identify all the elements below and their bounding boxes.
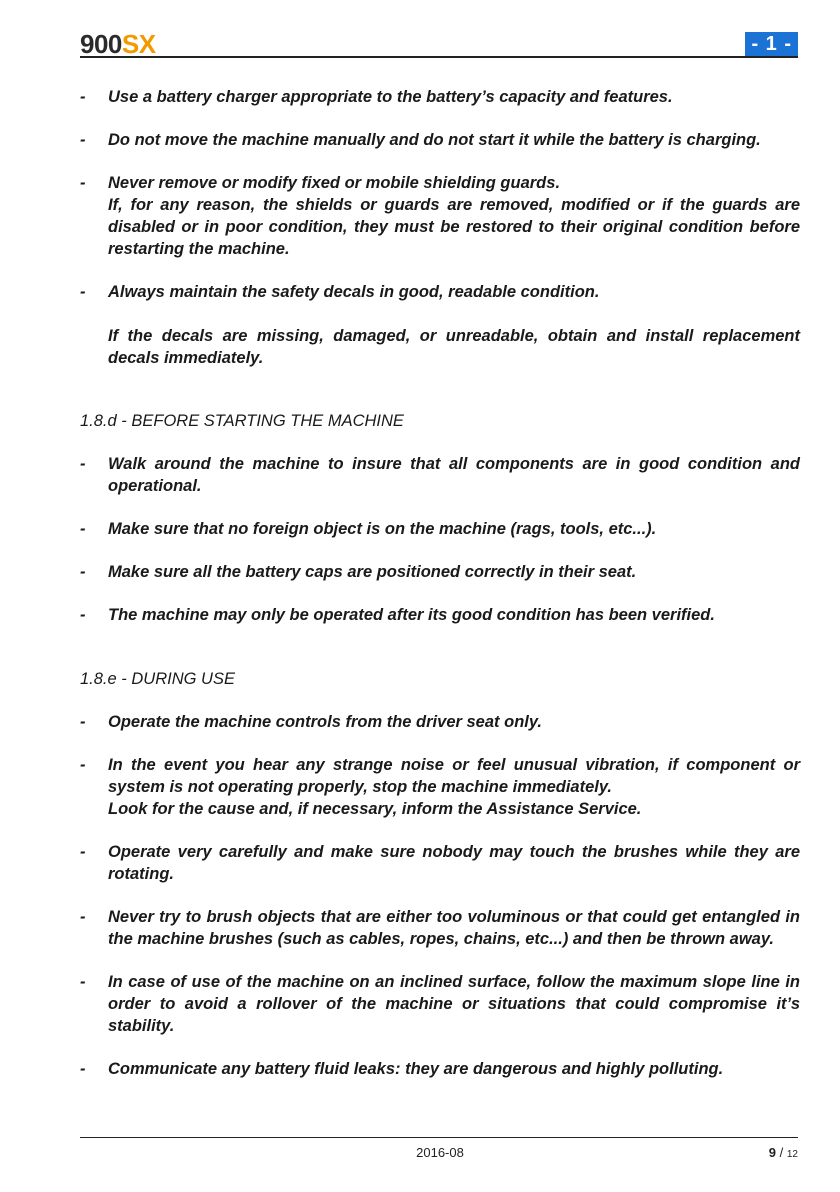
list-dash: - — [80, 713, 86, 731]
header-divider — [80, 56, 798, 58]
list-item — [80, 129, 800, 151]
list-dash: - — [80, 606, 86, 624]
list-dash: - — [80, 1060, 86, 1078]
item-text: Communicate any battery fluid leaks: they are dangerous and highly polluting. — [108, 1060, 724, 1078]
list-dash: - — [80, 973, 86, 991]
list-dash: - — [80, 455, 86, 473]
list-item — [80, 906, 800, 950]
list-dash: - — [80, 283, 86, 301]
list-item — [80, 281, 800, 369]
list-dash: - — [80, 843, 86, 861]
chapter-badge: - 1 - — [745, 32, 798, 56]
item-text: In the event you hear any strange noise or feel unusual vibration, if component or system is not operating properly, stop the machine immediately. — [108, 756, 800, 796]
footer-date: 2016-08 — [416, 1145, 464, 1160]
list-dash: - — [80, 174, 86, 192]
list-item — [80, 841, 800, 885]
section-heading: 1.8.d - BEFORE STARTING THE MACHINE — [80, 412, 404, 430]
item-text: Use a battery charger appropriate to the battery’s capacity and features. — [108, 88, 673, 106]
list-item — [80, 86, 800, 108]
list-item — [80, 711, 800, 733]
page-separator: / — [779, 1145, 784, 1160]
item-text: Operate very carefully and make sure nobody may touch the brushes while they are rotating. — [108, 843, 800, 883]
list-item — [80, 754, 800, 820]
logo-letters: SX — [121, 29, 156, 59]
item-text: Always maintain the safety decals in good, readable condition. — [108, 283, 600, 301]
item-text: Make sure that no foreign object is on the machine (rags, tools, etc...). — [108, 520, 657, 538]
list-item — [80, 518, 800, 540]
item-text: Look for the cause and, if necessary, inform the Assistance Service. — [108, 800, 642, 818]
footer-divider — [80, 1137, 798, 1138]
item-text: Never try to brush objects that are either too voluminous or that could get entangled in the machine brushes (such as cables, ropes, chains, etc...) and then be thrown away. — [108, 908, 800, 948]
item-text: Make sure all the battery caps are positioned correctly in their seat. — [108, 563, 637, 581]
item-text: Walk around the machine to insure that all components are in good condition and operational. — [108, 455, 800, 495]
list-dash: - — [80, 131, 86, 149]
item-text: If the decals are missing, damaged, or unreadable, obtain and install replacement decals immediately. — [108, 327, 800, 367]
list-item — [80, 604, 800, 626]
item-text: If, for any reason, the shields or guards are removed, modified or if the guards are disabled or in poor condition, they must be restored to their original condition before restarting the machine. — [108, 196, 800, 258]
list-item — [80, 561, 800, 583]
logo-number: 900 — [80, 29, 122, 59]
page-number — [769, 1145, 798, 1160]
page-current: 9 — [768, 1145, 776, 1160]
section-heading: 1.8.e - DURING USE — [80, 670, 235, 688]
item-text: The machine may only be operated after its good condition has been verified. — [108, 606, 715, 624]
item-text: Do not move the machine manually and do not start it while the battery is charging. — [108, 131, 761, 149]
item-text: Never remove or modify fixed or mobile shielding guards. — [108, 174, 561, 192]
list-dash: - — [80, 88, 86, 106]
list-item — [80, 172, 800, 260]
item-text: Operate the machine controls from the driver seat only. — [108, 713, 543, 731]
list-item — [80, 971, 800, 1037]
page-content — [80, 86, 800, 1101]
list-dash: - — [80, 563, 86, 581]
list-item — [80, 1058, 800, 1080]
page-total: 12 — [786, 1149, 798, 1160]
list-dash: - — [80, 908, 86, 926]
list-dash: - — [80, 520, 86, 538]
item-text: In case of use of the machine on an inclined surface, follow the maximum slope line in order to avoid a rollover of the machine or situations that could compromise it’s stability. — [108, 973, 800, 1035]
list-dash: - — [80, 756, 86, 774]
list-item — [80, 453, 800, 497]
